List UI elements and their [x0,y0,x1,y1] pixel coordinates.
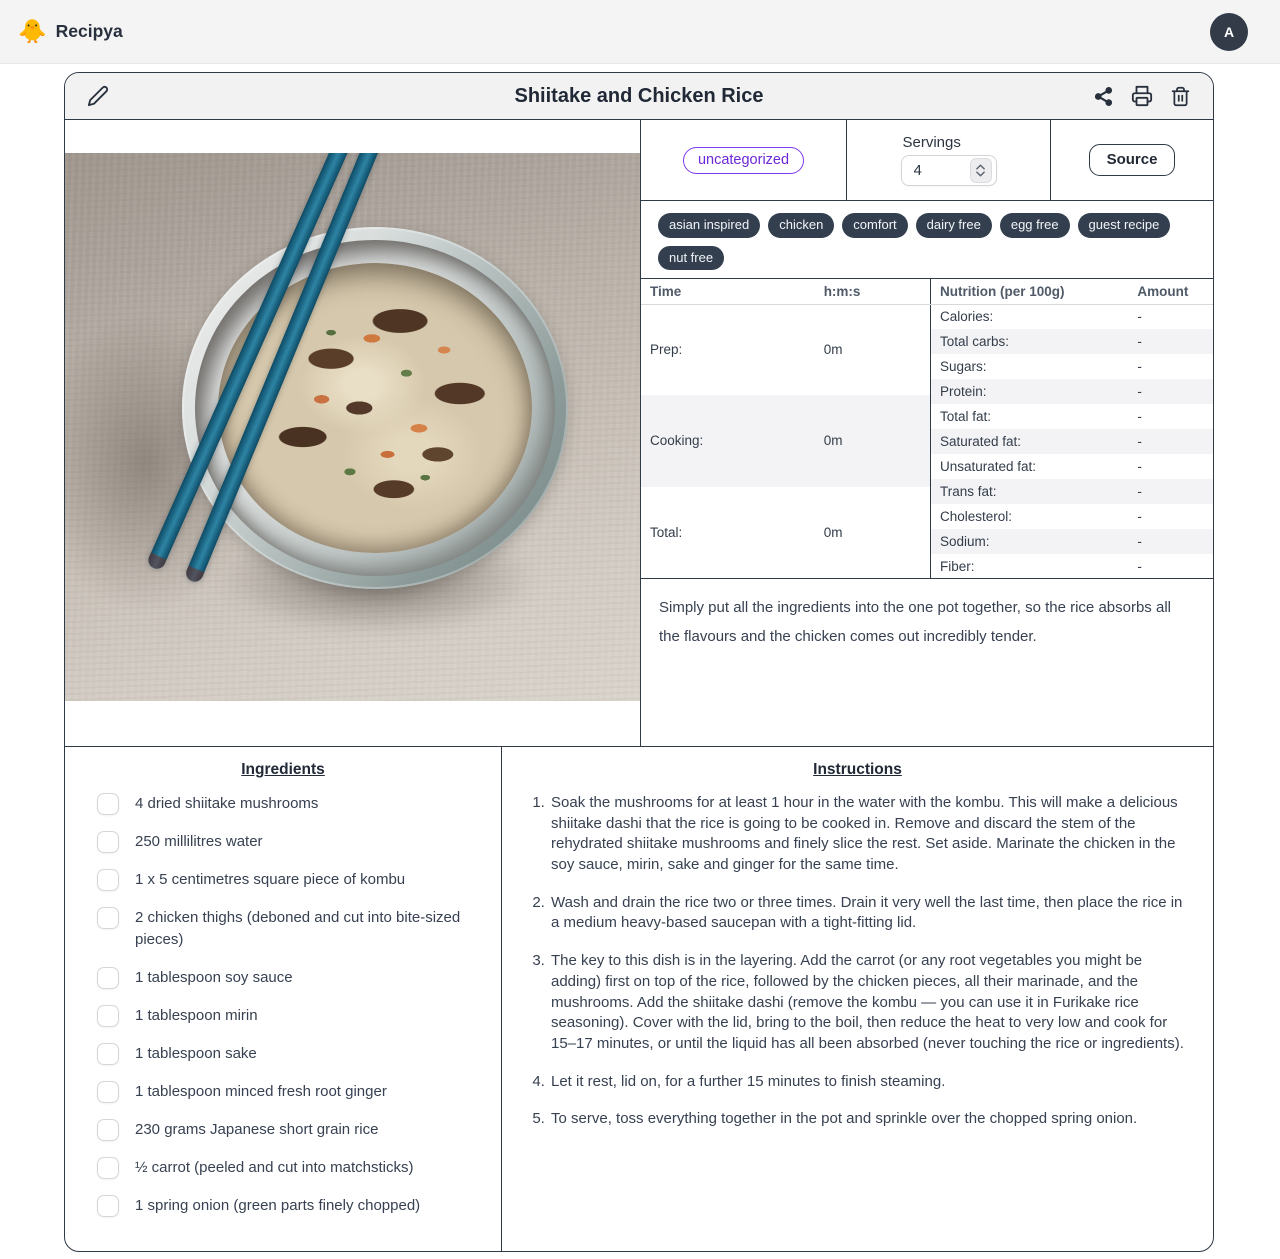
time-table-row: Total: 0m [650,524,843,540]
tag-list [641,201,1213,279]
share-icon [1093,86,1114,107]
avatar-letter: A [1223,23,1235,40]
ingredient-checkbox[interactable] [97,1157,119,1179]
ingredient-text: 1 tablespoon sake [135,1044,257,1062]
instruction-step: 1. Soak the mushrooms for at least 1 hour in the water with the kombu. This will make a delicious shiitake dashi that the rice is going to be cooked in. Remove and discard the stem of the rehydrated shiitake mushrooms and finely slice the rest. Set aside. Marinate the chicken in the soy sauce, mirin, sake and ginger for the same time. [549,793,1187,876]
ingredient-text: 230 grams Japanese short grain rice [135,1120,379,1138]
share-button[interactable] [1091,83,1116,109]
ingredient-text: ½ carrot (peeled and cut into matchsticks) [135,1158,414,1176]
ingredient-text: 250 millilitres water [135,833,263,850]
nutrition-table-row: Trans fat: - [931,479,1213,504]
ingredient-item[interactable] [97,1195,485,1217]
ingredient-checkbox[interactable] [97,1005,119,1027]
nutrition-table-header: Nutrition (per 100g) [931,279,1128,304]
trash-icon [1170,86,1191,107]
time-table [641,279,931,578]
recipe-card-header [65,73,1213,120]
recipe-photo [65,120,641,746]
top-nav [0,0,1280,64]
ingredient-checkbox[interactable] [97,1043,119,1065]
source-cell [1051,120,1213,200]
time-table-header: Time [641,279,815,304]
brand-name: Recipya [55,21,123,41]
nutrition-table-row: Calories: - [940,309,1142,325]
instruction-step: 2. Wash and drain the rice two or three times. Drain it very well the last time, then place the rice in a medium heavy-based saucepan with a tight-fitting lid. [549,893,1187,934]
pencil-icon [87,85,109,107]
tag-pill: asian inspired [658,213,760,238]
nutrition-table-row: Sugars: - [940,359,1142,374]
number-stepper-icon[interactable] [970,158,992,183]
nutrition-table-row: Fiber: - [940,559,1142,574]
ingredient-checkbox[interactable] [97,869,119,891]
ingredient-item[interactable] [97,869,485,891]
ingredient-item[interactable] [97,1119,485,1141]
instruction-step: 4. Let it rest, lid on, for a further 15 minutes to finish steaming. [549,1072,1187,1093]
instruction-list [549,793,1187,1130]
tag-pill: egg free [1000,213,1070,238]
recipe-description: Simply put all the ingredients into the one pot together, so the rice absorbs all the flavours and the chicken comes out incredibly tender. [659,599,1171,645]
tag-pill: nut free [658,246,724,271]
ingredient-text: 1 x 5 centimetres square piece of kombu [135,871,406,888]
meta-row [641,120,1213,201]
tag-pill: chicken [768,213,834,238]
recipe-card [64,72,1214,1252]
time-table-row: Prep: 0m [650,342,843,358]
time-table-header: h:m:s [815,279,931,304]
chick-logo-icon: 🐥 [18,18,47,44]
nutrition-table-row: Sodium: - [931,529,1213,554]
instructions-section [502,747,1213,1251]
avatar[interactable] [1210,13,1248,51]
nutrition-table [931,279,1213,579]
recipe-title: Shiitake and Chicken Rice [514,84,764,107]
ingredient-text: 1 tablespoon mirin [135,1006,258,1024]
category-cell [641,120,847,200]
brand-link[interactable] [18,20,123,43]
nutrition-table-row: Total carbs: - [931,329,1213,354]
ingredient-item[interactable] [97,907,485,951]
ingredient-checkbox[interactable] [97,831,119,853]
ingredient-checkbox[interactable] [97,1195,119,1217]
printer-icon [1131,85,1153,107]
nutrition-table-row: Unsaturated fat: - [940,459,1142,474]
nutrition-table-row: Saturated fat: - [931,429,1213,454]
print-button[interactable] [1129,83,1155,109]
rice-bowl-illustration [182,227,568,589]
nutrition-table-row: Protein: - [931,379,1213,404]
ingredient-item[interactable] [97,1043,485,1065]
tables-row [641,279,1213,579]
ingredient-checkbox[interactable] [97,907,119,929]
ingredient-item[interactable] [97,1157,485,1179]
ingredient-text: 4 dried shiitake mushrooms [135,795,319,812]
instructions-heading: Instructions [813,761,902,778]
tag-pill: guest recipe [1078,213,1171,238]
ingredient-item[interactable] [97,967,485,989]
ingredient-item[interactable] [97,1081,485,1103]
nutrition-table-row: Cholesterol: - [940,509,1142,524]
ingredient-checkbox[interactable] [97,793,119,815]
category-badge[interactable]: uncategorized [683,147,804,174]
time-table-row: Cooking: 0m [641,395,931,486]
ingredient-item[interactable] [97,793,485,815]
ingredient-checkbox[interactable] [97,1081,119,1103]
ingredient-text: 1 tablespoon soy sauce [135,968,293,986]
tag-pill: dairy free [916,213,992,238]
ingredient-item[interactable] [97,1005,485,1027]
delete-button[interactable] [1168,83,1193,109]
servings-value[interactable] [914,162,948,179]
ingredient-checkbox[interactable] [97,967,119,989]
ingredient-text: 2 chicken thighs (deboned and cut into bite-sized pieces) [135,909,461,948]
servings-input[interactable] [901,155,997,186]
nutrition-table-header: Amount [1128,279,1213,304]
edit-button[interactable] [85,83,111,109]
nutrition-table-row: Total fat: - [940,409,1142,424]
ingredient-checkbox[interactable] [97,1119,119,1141]
ingredients-section [65,747,502,1251]
ingredient-list [81,793,485,1217]
ingredient-text: 1 spring onion (green parts finely chopped) [135,1196,421,1214]
ingredients-heading: Ingredients [241,761,325,778]
tag-pill: comfort [842,213,907,238]
food-photo-illustration [65,153,640,701]
ingredient-item[interactable] [97,831,485,853]
servings-cell [847,120,1051,200]
instruction-step: 5. To serve, toss everything together in the pot and sprinkle over the chopped spring onion. [549,1109,1187,1130]
instruction-step: 3. The key to this dish is in the layering. Add the carrot (or any root vegetables you might be adding) first on top of the rice, followed by the chicken pieces, all their marinade, and the mushrooms. Add the shiitake dashi (remove the kombu — you can use it in Furikake rice seasoning). Cover with the lid, bring to the boil, then reduce the heat to very low and cook for 15–17 minutes, or until the liquid has all been absorbed (never touching the rice or ingredients). [549,951,1187,1054]
servings-label: Servings [902,134,961,151]
ingredient-text: 1 tablespoon minced fresh root ginger [135,1082,387,1100]
source-button[interactable]: Source [1089,144,1176,176]
